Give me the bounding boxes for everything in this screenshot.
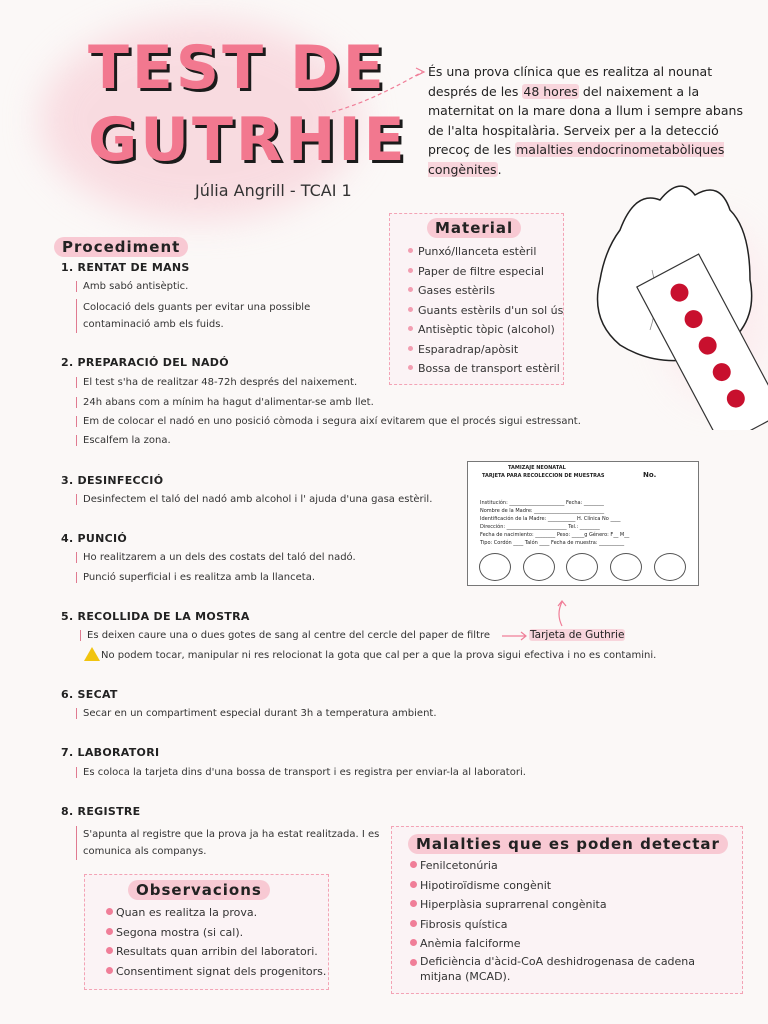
observacions-title: Observacions [128, 880, 270, 900]
section-line: Punció superficial i es realitza amb la llanceta. [76, 572, 315, 583]
list-item: Punxó/llanceta estèril [408, 242, 563, 262]
list-item: Paper de filtre especial [408, 262, 563, 282]
card-number: No. [643, 471, 657, 479]
observacions-list [106, 903, 326, 981]
card-row: Tipo: Cordón ____ Talón ____ Fecha de muestra: __________ [480, 540, 625, 546]
arrow-icon [330, 62, 430, 122]
list-item: Guants estèrils d'un sol ús [408, 301, 563, 321]
section-line: S'apunta al registre que la prova ja ha estat realitzada. I es comunica als companys. [76, 826, 383, 860]
section-line: Desinfectem el taló del nadó amb alcohol i l' ajuda d'una gasa estèril. [76, 494, 432, 505]
section-line: El test s'ha de realitzar 48-72h després del naixement. [76, 377, 357, 388]
guthrie-card [467, 461, 699, 586]
section-line: No podem tocar, manipular ni res relocionat la gota que cal per a que la prova sigui efectiva i no es contamini. [101, 650, 657, 661]
section-line: Escalfem la zona. [76, 435, 171, 446]
list-item: Hipotiroïdisme congènit [410, 876, 730, 896]
list-item: Esparadrap/apòsit [408, 340, 563, 360]
card-header: TARJETA PARA RECOLECCION DE MUESTRAS [482, 473, 605, 479]
material-title: Material [427, 218, 521, 238]
list-item: Anèmia falciforme [410, 934, 730, 954]
section-heading: 3. DESINFECCIÓ [61, 474, 164, 487]
arrow-icon [552, 598, 572, 628]
card-caption: Tarjeta de Guthrie [530, 629, 625, 641]
list-item: Fibrosis quística [410, 915, 730, 935]
title-line-2: GUTRHIE [88, 105, 408, 175]
list-item: Antisèptic tòpic (alcohol) [408, 320, 563, 340]
list-item: Resultats quan arribin del laboratori. [106, 942, 326, 962]
card-row: Fecha de nacimiento: ________ Peso: _____g Género: F__ M__ [480, 532, 630, 538]
foot-illustration [580, 170, 768, 430]
list-item: Deficiència d'àcid-CoA deshidrogenasa de cadena mitjana (MCAD). [410, 954, 730, 984]
section-heading: 7. LABORATORI [61, 746, 160, 759]
section-heading: 5. RECOLLIDA DE LA MOSTRA [61, 610, 250, 623]
author: Júlia Angrill - TCAI 1 [195, 181, 352, 200]
section-line: 24h abans com a mínim ha hagut d'alimentar-se amb llet. [76, 397, 374, 408]
sample-circle [654, 553, 686, 581]
card-row: Nombre de la Madre: ____________________________ [480, 508, 605, 514]
list-item: Gases estèrils [408, 281, 563, 301]
list-item: Hiperplàsia suprarrenal congènita [410, 895, 730, 915]
section-line: Colocació dels guants per evitar una possible contaminació amb els fuids. [76, 299, 353, 333]
sample-circle [523, 553, 555, 581]
intro-paragraph: És una prova clínica que es realitza al nounat després de les 48 hores del naixement a la maternitat on la mare dona a llum i sempre abans de l'alta hospitalària. Serveix per a la detecció precoç de les malalties endocrinometabòliques congènites. [428, 64, 743, 177]
section-heading: 1. RENTAT DE MANS [61, 261, 190, 274]
card-header: TAMIZAJE NEONATAL [508, 465, 566, 471]
section-line: Es coloca la tarjeta dins d'una bossa de transport i es registra per enviar-la al laboratori. [76, 767, 526, 778]
arrow-icon [500, 630, 530, 642]
card-row: Institución: ______________________ Fecha: ________ [480, 500, 604, 506]
title-line-1: TEST DE [88, 33, 387, 103]
list-item: Quan es realitza la prova. [106, 903, 326, 923]
section-heading: 2. PREPARACIÓ DEL NADÓ [61, 356, 229, 369]
section-line: Em de colocar el nadó en uno posició còmoda i segura així evitarem que el procés sigui estressant. [76, 416, 581, 427]
card-row: Dirección: ________________________ Tel.: ________ [480, 524, 600, 530]
section-line: Es deixen caure una o dues gotes de sang al centre del cercle del paper de filtre [80, 630, 490, 641]
section-line: Ho realitzarem a un dels des costats del taló del nadó. [76, 552, 356, 563]
sample-circle [479, 553, 511, 581]
section-heading: 6. SECAT [61, 688, 118, 701]
list-item: Segona mostra (si cal). [106, 923, 326, 943]
section-heading: 4. PUNCIÓ [61, 532, 128, 545]
list-item: Fenilcetonúria [410, 856, 730, 876]
malalties-title: Malalties que es poden detectar [408, 834, 728, 854]
sample-circle [566, 553, 598, 581]
procediment-title: Procediment [54, 237, 188, 257]
warning-icon [84, 647, 100, 661]
section-heading: 8. REGISTRE [61, 805, 141, 818]
sample-circle [610, 553, 642, 581]
material-list [408, 242, 563, 379]
section-line: Amb sabó antisèptic. [76, 281, 188, 292]
list-item: Bossa de transport estèril [408, 359, 563, 379]
section-line: Secar en un compartiment especial durant 3h a temperatura ambient. [76, 708, 437, 719]
card-row: Identificación de la Madre: ___________ H. Clínica No ____ [480, 516, 621, 522]
malalties-list [410, 856, 730, 984]
list-item: Consentiment signat dels progenitors. [106, 962, 326, 982]
